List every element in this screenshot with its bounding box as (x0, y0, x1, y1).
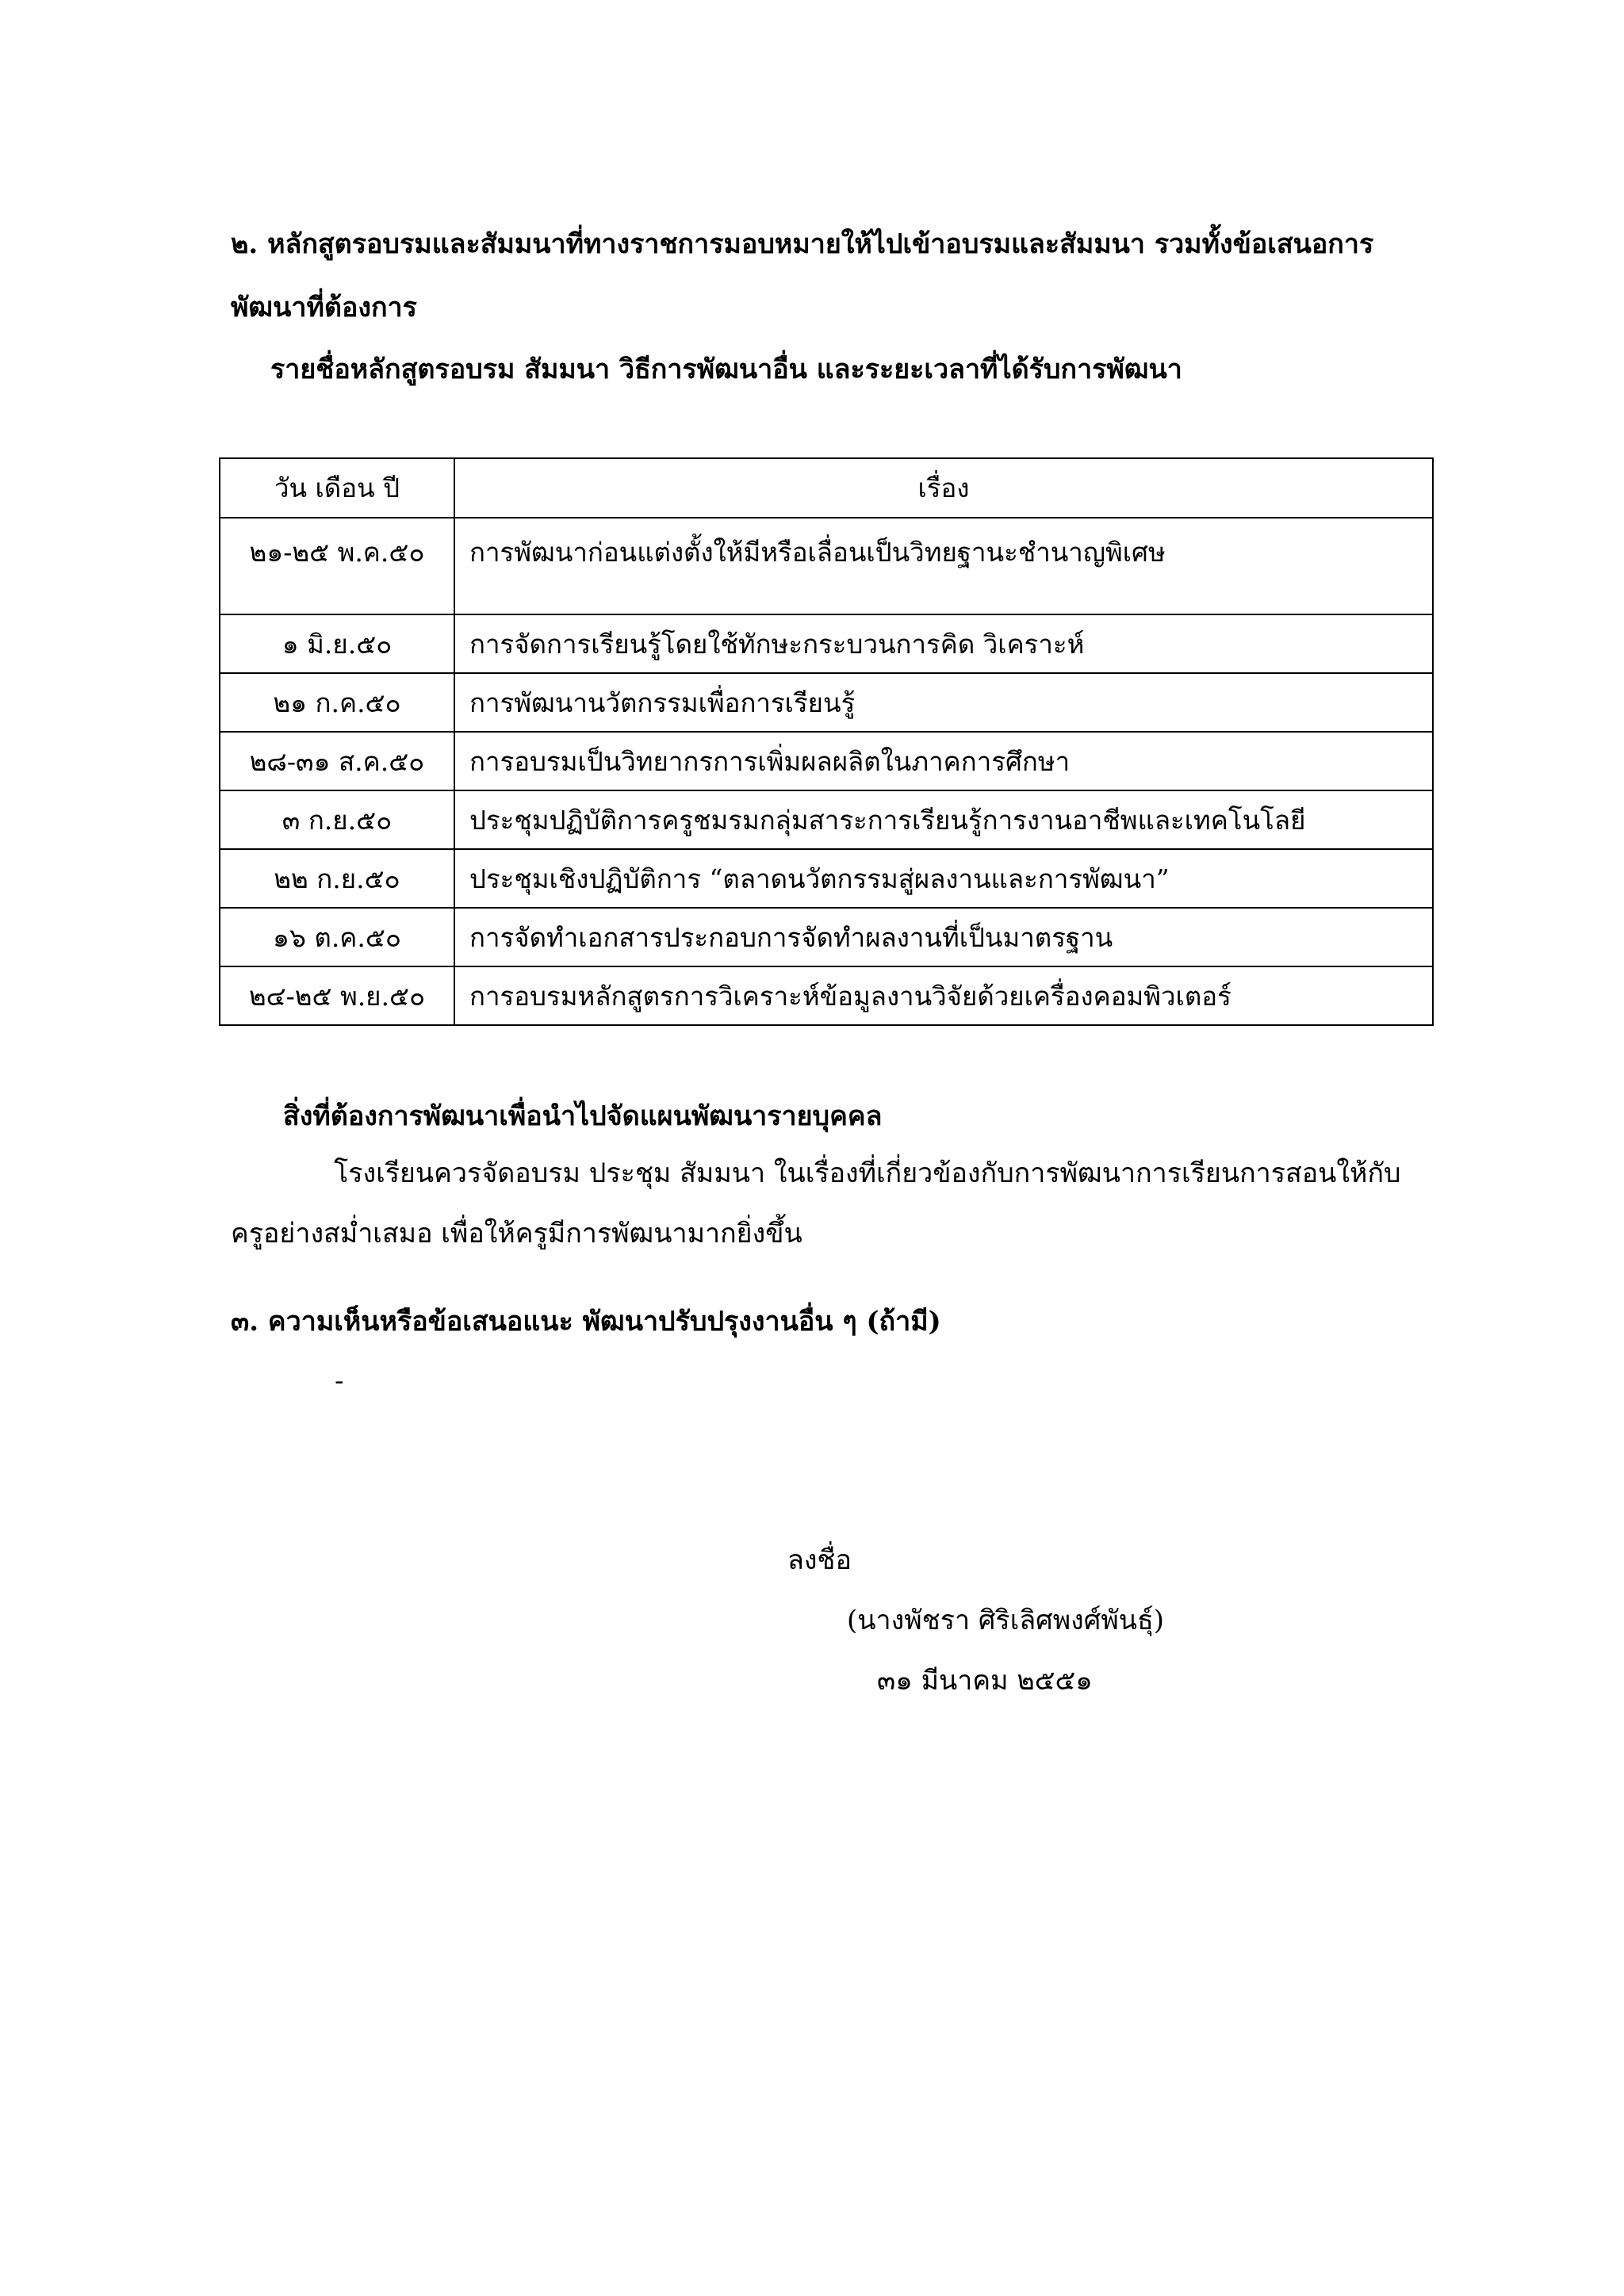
needs-paragraph-line2: ครูอย่างสม่ำเสมอ เพื่อให้ครูมีการพัฒนามากยิ่งขึ้น (231, 1218, 802, 1249)
row-date: ๓ ก.ย.๕๐ (220, 790, 454, 849)
table-row (220, 966, 1433, 1025)
row-topic: การพัฒนาก่อนแต่งตั้งให้มีหรือเลื่อนเป็นวิทยฐานะชำนาญพิเศษ (454, 518, 1433, 614)
section3-content: - (335, 1365, 344, 1397)
header-date: วัน เดือน ปี (220, 458, 454, 518)
row-date: ๒๒ ก.ย.๕๐ (220, 849, 454, 908)
row-date: ๒๑-๒๕ พ.ค.๕๐ (220, 518, 454, 614)
header-topic: เรื่อง (454, 458, 1433, 518)
row-topic: การจัดการเรียนรู้โดยใช้ทักษะกระบวนการคิด วิเคราะห์ (454, 614, 1433, 673)
table-row (220, 790, 1433, 849)
row-topic: การจัดทำเอกสารประกอบการจัดทำผลงานที่เป็นมาตรฐาน (454, 908, 1433, 966)
section2-subheading: รายชื่อหลักสูตรอบรม สัมมนา วิธีการพัฒนาอื่น และระยะเวลาที่ได้รับการพัฒนา (270, 354, 1182, 385)
row-date: ๒๔-๒๕ พ.ย.๕๐ (220, 966, 454, 1025)
needs-paragraph-line1: โรงเรียนควรจัดอบรม ประชุม สัมมนา ในเรื่องที่เกี่ยวข้องกับการพัฒนาการเรียนการสอนให้กับ (334, 1158, 1401, 1189)
training-table (219, 457, 1434, 1026)
signature-date: ๓๑ มีนาคม ๒๕๕๑ (877, 1665, 1093, 1697)
table-row (220, 614, 1433, 673)
signature-label: ลงชื่อ (787, 1544, 852, 1576)
table-header-row (220, 458, 1433, 518)
row-date: ๑ มิ.ย.๕๐ (220, 614, 454, 673)
signature-name: (นางพัชรา ศิริเลิศพงศ์พันธุ์) (847, 1605, 1164, 1636)
row-topic: ประชุมปฏิบัติการครูชมรมกลุ่มสาระการเรียนรู้การงานอาชีพและเทคโนโลยี (454, 790, 1433, 849)
row-topic: การพัฒนานวัตกรรมเพื่อการเรียนรู้ (454, 673, 1433, 732)
section2-heading-line1: ๒. หลักสูตรอบรมและสัมมนาที่ทางราชการมอบหมายให้ไปเข้าอบรมและสัมมนา รวมทั้งข้อเสนอการ (231, 228, 1374, 260)
needs-title: สิ่งที่ต้องการพัฒนาเพื่อนำไปจัดแผนพัฒนารายบุคคล (283, 1100, 883, 1132)
table-row (220, 849, 1433, 908)
row-topic: ประชุมเชิงปฏิบัติการ “ตลาดนวัตกรรมสู่ผลงานและการพัฒนา” (454, 849, 1433, 908)
section3-heading: ๓. ความเห็นหรือข้อเสนอแนะ พัฒนาปรับปรุงงานอื่น ๆ (ถ้ามี) (231, 1306, 941, 1337)
table-row (220, 673, 1433, 732)
row-date: ๑๖ ต.ค.๕๐ (220, 908, 454, 966)
row-topic: การอบรมหลักสูตรการวิเคราะห์ข้อมูลงานวิจัยด้วยเครื่องคอมพิวเตอร์ (454, 966, 1433, 1025)
section2-heading-line2: พัฒนาที่ต้องการ (231, 292, 417, 323)
row-topic: การอบรมเป็นวิทยากรการเพิ่มผลผลิตในภาคการศึกษา (454, 732, 1433, 790)
table-row (220, 732, 1433, 790)
row-date: ๒๑ ก.ค.๕๐ (220, 673, 454, 732)
table-row (220, 908, 1433, 966)
table-row (220, 518, 1433, 614)
row-date: ๒๘-๓๑ ส.ค.๕๐ (220, 732, 454, 790)
